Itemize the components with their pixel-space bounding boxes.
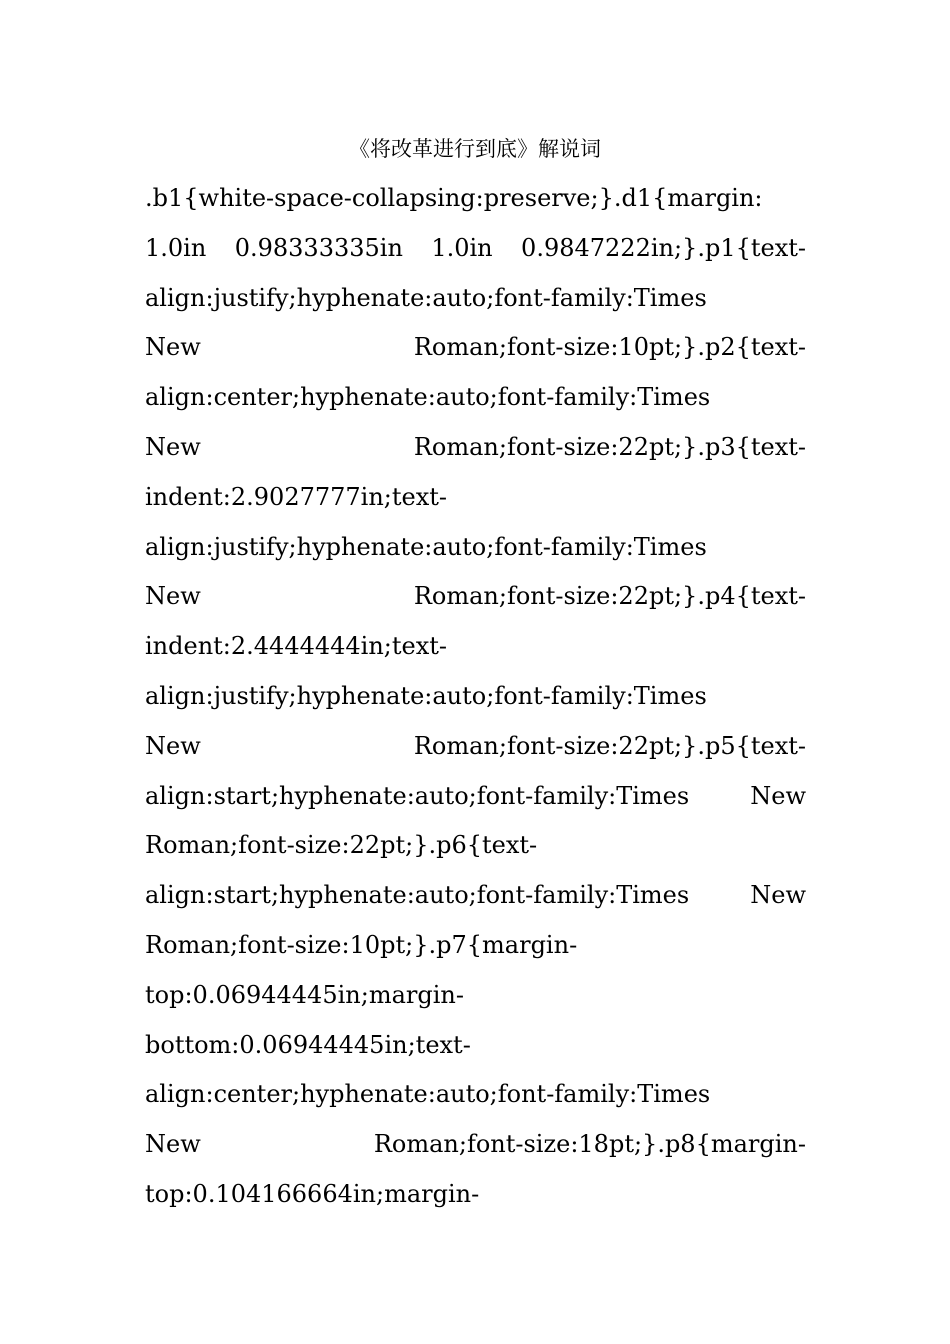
text-line: Roman;font-size:22pt;}.p6{text-: [145, 831, 538, 860]
text-line: New Roman;font-size:22pt;}.p4{text-: [145, 582, 806, 611]
text-line: top:0.06944445in;margin-: [145, 980, 464, 1009]
text-line: New Roman;font-size:22pt;}.p5{text-: [145, 731, 806, 760]
text-line: New Roman;font-size:18pt;}.p8{margin-: [145, 1130, 806, 1159]
text-line: New Roman;font-size:22pt;}.p3{text-: [145, 432, 806, 461]
text-line: top:0.104166664in;margin-: [145, 1179, 480, 1208]
text-line: align:center;hyphenate:auto;font-family:Times: [145, 1080, 711, 1109]
document-body: [145, 174, 806, 1220]
text-line: bottom:0.06944445in;text-: [145, 1030, 471, 1059]
text-line: align:justify;hyphenate:auto;font-family:Times: [145, 283, 707, 312]
text-line: align:start;hyphenate:auto;font-family:Times New: [145, 781, 806, 810]
text-line: indent:2.4444444in;text-: [145, 632, 448, 661]
text-line: align:start;hyphenate:auto;font-family:Times New: [145, 881, 806, 910]
text-line: align:justify;hyphenate:auto;font-family:Times: [145, 681, 707, 710]
text-line: .b1{white-space-collapsing:preserve;}.d1{margin:: [145, 184, 763, 212]
text-line: align:justify;hyphenate:auto;font-family:Times: [145, 532, 707, 561]
document-title: 《将改革进行到底》解说词: [349, 137, 601, 161]
text-line: 1.0in 0.98333335in 1.0in 0.9847222in;}.p1{text-: [145, 233, 806, 262]
text-line: align:center;hyphenate:auto;font-family:Times: [145, 383, 711, 412]
text-line: New Roman;font-size:10pt;}.p2{text-: [145, 333, 806, 362]
text-line: Roman;font-size:10pt;}.p7{margin-: [145, 930, 578, 959]
text-line: indent:2.9027777in;text-: [145, 482, 448, 511]
